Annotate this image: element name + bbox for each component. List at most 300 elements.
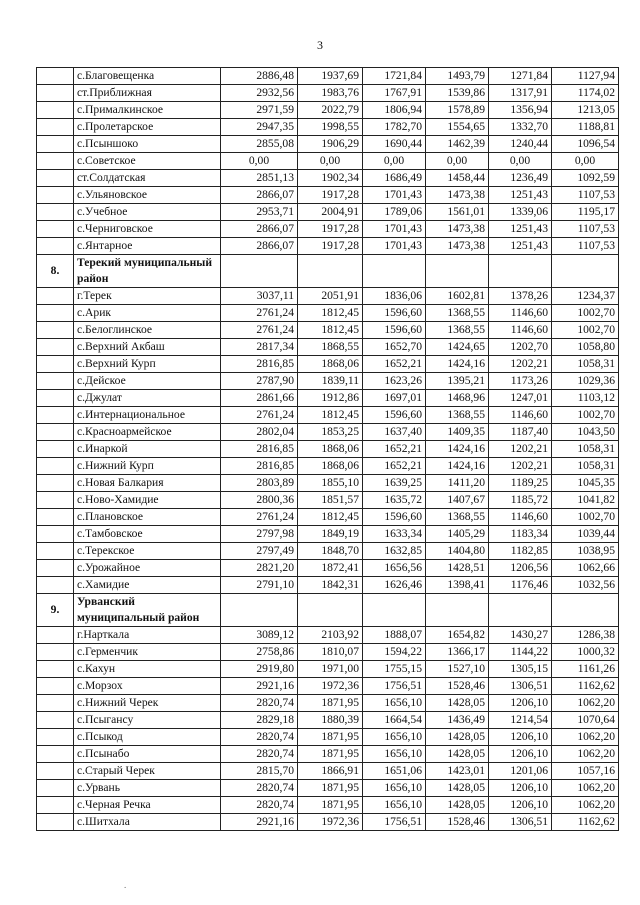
value-cell: 2866,07: [221, 221, 298, 238]
empty-cell: [298, 255, 363, 288]
value-cell: 1868,06: [298, 458, 363, 475]
settlement-row: [37, 746, 619, 763]
value-cell: 1654,82: [426, 627, 489, 644]
value-cell: 1043,50: [552, 424, 619, 441]
empty-cell: [298, 594, 363, 627]
value-cell: 1058,31: [552, 441, 619, 458]
value-cell: 1602,81: [426, 288, 489, 305]
settlement-name: с.Верхний Акбаш: [74, 339, 221, 356]
value-cell: 1836,06: [363, 288, 426, 305]
value-cell: 1407,67: [426, 492, 489, 509]
value-cell: 1755,15: [363, 661, 426, 678]
value-cell: 1656,10: [363, 780, 426, 797]
value-cell: 2947,35: [221, 119, 298, 136]
value-cell: 2816,85: [221, 441, 298, 458]
value-cell: 1528,46: [426, 678, 489, 695]
value-cell: 2820,74: [221, 729, 298, 746]
number-cell: [37, 373, 74, 390]
value-cell: 1493,79: [426, 68, 489, 85]
value-cell: 1144,22: [489, 644, 552, 661]
value-cell: 1888,07: [363, 627, 426, 644]
settlement-row: [37, 407, 619, 424]
value-cell: 1214,54: [489, 712, 552, 729]
number-cell: [37, 746, 74, 763]
value-cell: 1062,66: [552, 560, 619, 577]
value-cell: 2761,24: [221, 407, 298, 424]
number-cell: [37, 780, 74, 797]
settlement-name: с.Черниговское: [74, 221, 221, 238]
settlement-name: с.Прималкинское: [74, 102, 221, 119]
number-cell: [37, 577, 74, 594]
settlement-name: с.Шитхала: [74, 814, 221, 831]
value-cell: 1423,01: [426, 763, 489, 780]
settlement-name: с.Псынабо: [74, 746, 221, 763]
value-cell: 1767,91: [363, 85, 426, 102]
value-cell: 1368,55: [426, 509, 489, 526]
value-cell: 1058,31: [552, 356, 619, 373]
value-cell: 1029,36: [552, 373, 619, 390]
number-cell: [37, 424, 74, 441]
value-cell: 1206,56: [489, 560, 552, 577]
value-cell: 1368,55: [426, 305, 489, 322]
number-cell: [37, 305, 74, 322]
value-cell: 1853,25: [298, 424, 363, 441]
value-cell: 0,00: [552, 153, 619, 170]
number-cell: [37, 560, 74, 577]
settlement-row: [37, 305, 619, 322]
value-cell: 1424,65: [426, 339, 489, 356]
number-cell: [37, 170, 74, 187]
number-cell: [37, 136, 74, 153]
value-cell: 1062,20: [552, 780, 619, 797]
settlement-name: с.Хамидие: [74, 577, 221, 594]
value-cell: 1554,65: [426, 119, 489, 136]
value-cell: 1906,29: [298, 136, 363, 153]
value-cell: 1871,95: [298, 729, 363, 746]
value-cell: 1368,55: [426, 322, 489, 339]
settlement-row: [37, 560, 619, 577]
settlement-row: [37, 729, 619, 746]
empty-cell: [221, 255, 298, 288]
value-cell: 1527,10: [426, 661, 489, 678]
value-cell: 1286,38: [552, 627, 619, 644]
value-cell: 2953,71: [221, 204, 298, 221]
value-cell: 2921,16: [221, 678, 298, 695]
value-cell: 2803,89: [221, 475, 298, 492]
value-cell: 1057,16: [552, 763, 619, 780]
page-number: 3: [317, 38, 323, 52]
value-cell: 1339,06: [489, 204, 552, 221]
value-cell: 1596,60: [363, 407, 426, 424]
settlement-name: с.Советское: [74, 153, 221, 170]
settlement-row: [37, 644, 619, 661]
value-cell: 1187,40: [489, 424, 552, 441]
value-cell: 1756,51: [363, 814, 426, 831]
value-cell: 1189,25: [489, 475, 552, 492]
settlement-row: [37, 780, 619, 797]
settlement-row: [37, 238, 619, 255]
empty-cell: [426, 594, 489, 627]
value-cell: 1195,17: [552, 204, 619, 221]
value-cell: 1701,43: [363, 238, 426, 255]
value-cell: 1041,82: [552, 492, 619, 509]
value-cell: 1146,60: [489, 407, 552, 424]
value-cell: 2932,56: [221, 85, 298, 102]
settlement-row: [37, 68, 619, 85]
number-cell: [37, 119, 74, 136]
number-cell: [37, 441, 74, 458]
number-cell: [37, 814, 74, 831]
settlement-name: с.Арик: [74, 305, 221, 322]
value-cell: 1428,05: [426, 729, 489, 746]
district-name: Урванский муниципальный район: [74, 594, 221, 627]
value-cell: 1639,25: [363, 475, 426, 492]
value-cell: 1107,53: [552, 238, 619, 255]
value-cell: 1656,10: [363, 746, 426, 763]
value-cell: 1812,45: [298, 305, 363, 322]
settlement-row: [37, 288, 619, 305]
value-cell: 2800,36: [221, 492, 298, 509]
value-cell: 2761,24: [221, 322, 298, 339]
value-cell: 1206,10: [489, 780, 552, 797]
settlement-name: с.Псыншоко: [74, 136, 221, 153]
settlement-row: [37, 577, 619, 594]
settlement-name: с.Псыгансу: [74, 712, 221, 729]
value-cell: 2103,92: [298, 627, 363, 644]
tariff-table: [36, 67, 619, 831]
settlement-name: с.Учебное: [74, 204, 221, 221]
empty-cell: [363, 255, 426, 288]
settlement-row: [37, 712, 619, 729]
settlement-row: [37, 543, 619, 560]
value-cell: 2919,80: [221, 661, 298, 678]
settlement-name: ст.Приближная: [74, 85, 221, 102]
number-cell: [37, 407, 74, 424]
settlement-name: с.Красноармейское: [74, 424, 221, 441]
settlement-name: с.Герменчик: [74, 644, 221, 661]
value-cell: 1972,36: [298, 678, 363, 695]
settlement-name: с.Псыкод: [74, 729, 221, 746]
value-cell: 1623,26: [363, 373, 426, 390]
value-cell: 1428,05: [426, 695, 489, 712]
settlement-name: ст.Солдатская: [74, 170, 221, 187]
empty-cell: [426, 255, 489, 288]
value-cell: 1404,80: [426, 543, 489, 560]
value-cell: 1428,05: [426, 797, 489, 814]
value-cell: 2787,90: [221, 373, 298, 390]
value-cell: 1912,86: [298, 390, 363, 407]
district-row: [37, 594, 619, 627]
value-cell: 2971,59: [221, 102, 298, 119]
district-row: [37, 255, 619, 288]
value-cell: 1038,95: [552, 543, 619, 560]
settlement-row: [37, 627, 619, 644]
settlement-name: с.Джулат: [74, 390, 221, 407]
value-cell: 1058,80: [552, 339, 619, 356]
value-cell: 1188,81: [552, 119, 619, 136]
value-cell: 1332,70: [489, 119, 552, 136]
number-cell: [37, 288, 74, 305]
settlement-row: [37, 661, 619, 678]
value-cell: 1251,43: [489, 221, 552, 238]
settlement-row: [37, 458, 619, 475]
value-cell: 1868,06: [298, 356, 363, 373]
value-cell: 2004,91: [298, 204, 363, 221]
value-cell: 1871,95: [298, 746, 363, 763]
number-cell: [37, 102, 74, 119]
value-cell: 1528,46: [426, 814, 489, 831]
value-cell: 1206,10: [489, 746, 552, 763]
value-cell: 1236,49: [489, 170, 552, 187]
value-cell: 1183,34: [489, 526, 552, 543]
settlement-name: с.Морзох: [74, 678, 221, 695]
value-cell: 1972,36: [298, 814, 363, 831]
district-name: Терекий муниципальный район: [74, 255, 221, 288]
value-cell: 1201,06: [489, 763, 552, 780]
value-cell: 1937,69: [298, 68, 363, 85]
value-cell: 1395,21: [426, 373, 489, 390]
value-cell: 1789,06: [363, 204, 426, 221]
number-cell: [37, 678, 74, 695]
value-cell: 1002,70: [552, 305, 619, 322]
value-cell: 2855,08: [221, 136, 298, 153]
settlement-row: [37, 170, 619, 187]
number-cell: [37, 68, 74, 85]
settlement-row: [37, 221, 619, 238]
settlement-name: с.Урвань: [74, 780, 221, 797]
settlement-row: [37, 492, 619, 509]
value-cell: 1902,34: [298, 170, 363, 187]
value-cell: 1632,85: [363, 543, 426, 560]
value-cell: 1782,70: [363, 119, 426, 136]
value-cell: 1161,26: [552, 661, 619, 678]
empty-cell: [489, 594, 552, 627]
settlement-row: [37, 187, 619, 204]
settlement-name: с.Нижний Курп: [74, 458, 221, 475]
value-cell: 2820,74: [221, 780, 298, 797]
value-cell: 2821,20: [221, 560, 298, 577]
value-cell: 1092,59: [552, 170, 619, 187]
value-cell: 1366,17: [426, 644, 489, 661]
settlement-row: [37, 204, 619, 221]
settlement-row: [37, 526, 619, 543]
value-cell: 1473,38: [426, 238, 489, 255]
value-cell: 2851,13: [221, 170, 298, 187]
settlement-row: [37, 136, 619, 153]
value-cell: 2051,91: [298, 288, 363, 305]
value-cell: 1871,95: [298, 695, 363, 712]
value-cell: 1652,21: [363, 356, 426, 373]
value-cell: 1756,51: [363, 678, 426, 695]
value-cell: 1096,54: [552, 136, 619, 153]
value-cell: 1917,28: [298, 221, 363, 238]
value-cell: 1652,21: [363, 441, 426, 458]
settlement-name: с.Кахун: [74, 661, 221, 678]
number-cell: [37, 526, 74, 543]
number-cell: [37, 339, 74, 356]
empty-cell: [552, 594, 619, 627]
value-cell: 0,00: [298, 153, 363, 170]
value-cell: 2816,85: [221, 458, 298, 475]
value-cell: 1871,95: [298, 780, 363, 797]
settlement-name: с.Интернациональное: [74, 407, 221, 424]
settlement-row: [37, 763, 619, 780]
empty-cell: [552, 255, 619, 288]
value-cell: 0,00: [363, 153, 426, 170]
number-cell: [37, 221, 74, 238]
value-cell: 1652,21: [363, 458, 426, 475]
value-cell: 2758,86: [221, 644, 298, 661]
value-cell: 1971,00: [298, 661, 363, 678]
value-cell: 3037,11: [221, 288, 298, 305]
value-cell: 1436,49: [426, 712, 489, 729]
value-cell: 2817,34: [221, 339, 298, 356]
value-cell: 1651,06: [363, 763, 426, 780]
settlement-row: [37, 475, 619, 492]
value-cell: 1045,35: [552, 475, 619, 492]
value-cell: 1637,40: [363, 424, 426, 441]
value-cell: 1103,12: [552, 390, 619, 407]
value-cell: 1213,05: [552, 102, 619, 119]
value-cell: 1424,16: [426, 356, 489, 373]
number-cell: [37, 475, 74, 492]
settlement-name: с.Урожайное: [74, 560, 221, 577]
number-cell: [37, 644, 74, 661]
settlement-row: [37, 85, 619, 102]
value-cell: 1039,44: [552, 526, 619, 543]
value-cell: 1656,56: [363, 560, 426, 577]
number-cell: [37, 729, 74, 746]
value-cell: 2797,98: [221, 526, 298, 543]
value-cell: 1806,94: [363, 102, 426, 119]
value-cell: 1176,46: [489, 577, 552, 594]
settlement-row: [37, 119, 619, 136]
number-cell: [37, 390, 74, 407]
value-cell: 1182,85: [489, 543, 552, 560]
value-cell: 1871,95: [298, 797, 363, 814]
settlement-name: с.Ново-Хамидие: [74, 492, 221, 509]
value-cell: 1070,64: [552, 712, 619, 729]
settlement-name: с.Плановское: [74, 509, 221, 526]
number-cell: [37, 492, 74, 509]
value-cell: 1428,05: [426, 746, 489, 763]
settlement-row: [37, 390, 619, 407]
settlement-name: с.Ульяновское: [74, 187, 221, 204]
value-cell: 1368,55: [426, 407, 489, 424]
value-cell: 1000,32: [552, 644, 619, 661]
value-cell: 1062,20: [552, 797, 619, 814]
scan-mark: .: [124, 880, 127, 890]
value-cell: 2022,79: [298, 102, 363, 119]
value-cell: 1880,39: [298, 712, 363, 729]
value-cell: 0,00: [489, 153, 552, 170]
value-cell: 1146,60: [489, 322, 552, 339]
settlement-name: с.Тамбовское: [74, 526, 221, 543]
number-cell: [37, 543, 74, 560]
value-cell: 1686,49: [363, 170, 426, 187]
settlement-row: [37, 356, 619, 373]
number-cell: [37, 204, 74, 221]
value-cell: 1409,35: [426, 424, 489, 441]
number-cell: [37, 85, 74, 102]
settlement-name: с.Янтарное: [74, 238, 221, 255]
settlement-name: с.Терекское: [74, 543, 221, 560]
value-cell: 1635,72: [363, 492, 426, 509]
value-cell: 1539,86: [426, 85, 489, 102]
district-number: 9.: [37, 594, 74, 627]
value-cell: 1062,20: [552, 746, 619, 763]
value-cell: 1062,20: [552, 695, 619, 712]
value-cell: 1839,11: [298, 373, 363, 390]
value-cell: 1458,44: [426, 170, 489, 187]
settlement-row: [37, 322, 619, 339]
number-cell: [37, 712, 74, 729]
number-cell: [37, 797, 74, 814]
value-cell: 1849,19: [298, 526, 363, 543]
settlement-name: с.Нижний Черек: [74, 695, 221, 712]
value-cell: 1002,70: [552, 407, 619, 424]
value-cell: 1002,70: [552, 509, 619, 526]
value-cell: 1317,91: [489, 85, 552, 102]
value-cell: 1626,46: [363, 577, 426, 594]
value-cell: 1473,38: [426, 221, 489, 238]
value-cell: 1032,56: [552, 577, 619, 594]
settlement-row: [37, 509, 619, 526]
value-cell: 1234,37: [552, 288, 619, 305]
value-cell: 1561,01: [426, 204, 489, 221]
value-cell: 1424,16: [426, 441, 489, 458]
settlement-row: [37, 797, 619, 814]
value-cell: 1596,60: [363, 509, 426, 526]
settlement-row: [37, 441, 619, 458]
value-cell: 3089,12: [221, 627, 298, 644]
settlement-name: г.Терек: [74, 288, 221, 305]
value-cell: 1271,84: [489, 68, 552, 85]
value-cell: 1652,70: [363, 339, 426, 356]
value-cell: 1424,16: [426, 458, 489, 475]
value-cell: 1305,15: [489, 661, 552, 678]
value-cell: 1127,94: [552, 68, 619, 85]
settlement-row: [37, 695, 619, 712]
value-cell: 1998,55: [298, 119, 363, 136]
value-cell: 1810,07: [298, 644, 363, 661]
number-cell: [37, 695, 74, 712]
settlement-row: [37, 373, 619, 390]
value-cell: 1468,96: [426, 390, 489, 407]
settlement-name: с.Верхний Курп: [74, 356, 221, 373]
number-cell: [37, 661, 74, 678]
settlement-row: [37, 102, 619, 119]
settlement-name: с.Старый Черек: [74, 763, 221, 780]
value-cell: 1812,45: [298, 322, 363, 339]
value-cell: 1174,02: [552, 85, 619, 102]
settlement-name: г.Нарткала: [74, 627, 221, 644]
value-cell: 1146,60: [489, 305, 552, 322]
value-cell: 1868,55: [298, 339, 363, 356]
value-cell: 1690,44: [363, 136, 426, 153]
value-cell: 2861,66: [221, 390, 298, 407]
number-cell: [37, 627, 74, 644]
value-cell: 1578,89: [426, 102, 489, 119]
settlement-name: с.Благовещенка: [74, 68, 221, 85]
value-cell: 1206,10: [489, 695, 552, 712]
number-cell: [37, 509, 74, 526]
value-cell: 1173,26: [489, 373, 552, 390]
value-cell: 1356,94: [489, 102, 552, 119]
settlement-row: [37, 678, 619, 695]
number-cell: [37, 458, 74, 475]
value-cell: 2921,16: [221, 814, 298, 831]
